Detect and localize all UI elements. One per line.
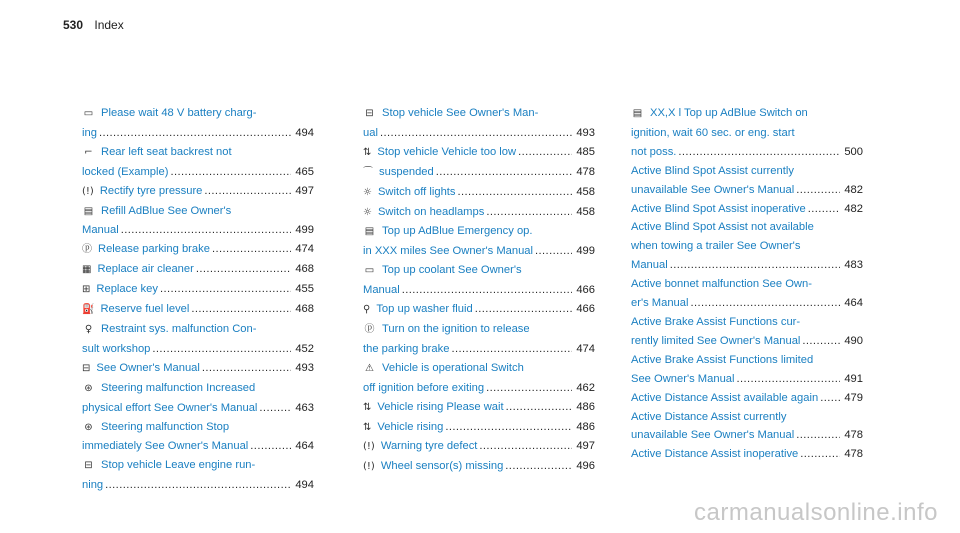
index-entry[interactable] [363,163,595,183]
index-entry-text[interactable]: Active Blind Spot Assist inoperative [631,202,806,215]
dot-leader [670,256,841,275]
index-entry-line [363,203,595,223]
index-entry-line [82,124,314,143]
dot-leader [196,260,291,279]
index-entry-text[interactable]: Active Distance Assist available again [631,391,819,404]
dot-leader [800,445,840,464]
page-reference[interactable]: 474 [576,342,595,355]
page-reference[interactable]: 494 [295,479,314,492]
index-entry-line [82,399,314,418]
index-entry[interactable] [82,143,314,182]
page-reference[interactable]: 464 [844,297,863,310]
index-entry-line [631,104,863,124]
dot-leader [486,379,572,398]
index-entry-text[interactable]: Warning tyre defect [380,440,478,453]
adblue-icon: ▤ [364,226,375,238]
index-entry-text[interactable]: Active bonnet malfunction See Own- [631,278,812,291]
parking-brake-icon: ⓟ [364,323,375,335]
light-icon: ☼ [363,186,372,198]
page-reference[interactable]: 462 [576,381,595,394]
fuel-icon: ⛽ [82,304,95,316]
index-entry-text[interactable]: Restraint sys. malfunction Con- [101,322,257,335]
index-entry-line [363,104,595,124]
index-entry-text[interactable]: Vehicle is operational Switch [382,361,524,374]
tyre-pressure-icon: (!) [82,185,94,197]
index-entry-line [82,240,314,260]
index-entry[interactable] [631,104,863,162]
page-reference[interactable]: 463 [295,401,314,414]
index-entry-line [631,332,863,351]
dot-leader [796,426,840,445]
index-entry-line [631,294,863,313]
index-entry[interactable] [82,359,314,379]
manual-icon: ⊟ [365,108,374,119]
index-entry-line [631,162,863,181]
page-reference[interactable]: 458 [576,185,595,198]
key-icon: ⊞ [82,284,91,296]
index-entry[interactable] [82,379,314,418]
index-entry-line [631,313,863,332]
index-entry[interactable] [82,280,314,300]
index-entry-line [82,104,314,124]
index-entry-line [82,456,314,476]
dot-leader [445,418,572,437]
index-entry-text[interactable]: Vehicle rising Please wait [377,400,504,413]
page-reference[interactable]: 465 [295,165,314,178]
index-entry-text[interactable]: Rear left seat backrest not [101,145,232,158]
index-entry-line [363,418,595,438]
index-entry[interactable] [82,456,314,495]
index-entry-line [82,320,314,340]
page-reference[interactable]: 486 [576,420,595,433]
index-entry[interactable] [363,418,595,438]
index-entry-text[interactable]: Refill AdBlue See Owner's [101,204,232,217]
index-entry-text[interactable]: Stop vehicle Vehicle too low [377,145,517,158]
dot-leader [486,203,572,222]
index-entry-line [363,222,595,242]
page-reference[interactable]: 466 [576,303,595,316]
dot-leader [737,370,841,389]
light-icon: ☼ [363,206,372,218]
index-entry-line [82,260,314,280]
steering-icon: ⊛ [84,421,93,433]
page-reference[interactable]: 499 [576,245,595,258]
air-filter-icon: ▦ [82,264,92,276]
index-entry-line [363,359,595,379]
index-entry[interactable] [363,261,595,300]
dot-leader [505,457,572,476]
index-entry-text[interactable]: Replace key [96,283,158,296]
index-entry-line [631,218,863,237]
index-entry-line [363,320,595,340]
page-header [63,18,124,32]
index-entry-text[interactable]: Rectify tyre pressure [99,184,203,197]
page-reference[interactable]: 500 [844,145,863,158]
index-entry[interactable] [363,437,595,457]
index-entry[interactable] [82,418,314,457]
index-entry-line [363,398,595,418]
index-entry[interactable] [82,104,314,143]
dot-leader [105,476,291,495]
index-entry-text[interactable]: off ignition before exiting [363,381,485,394]
index-entry-text[interactable]: Vehicle rising [377,420,444,433]
page-reference[interactable]: 458 [576,205,595,218]
index-entry-line [363,379,595,398]
index-entry-text[interactable]: ual [363,126,378,139]
index-entry-line [631,351,863,370]
index-entry-text[interactable]: Top up AdBlue Emergency op. [382,225,533,238]
index-entry-line [631,143,863,162]
vehicle-level-icon: ⇅ [363,146,372,158]
index-entry-line [363,300,595,320]
page-reference[interactable]: 466 [576,284,595,297]
page-reference[interactable]: 499 [295,224,314,237]
index-entry-text[interactable]: ignition, wait 60 sec. or eng. start [631,126,795,139]
index-entry-text[interactable]: XX,X l Top up AdBlue Switch on [650,107,808,119]
page-reference[interactable]: 468 [295,303,314,316]
index-entry-text[interactable]: Manual [363,284,400,297]
index-entry-line [363,437,595,457]
index-entry-text[interactable]: not poss. [631,145,677,158]
index-entry[interactable] [631,275,863,313]
page-reference[interactable]: 478 [576,165,595,178]
page-reference[interactable]: 483 [844,259,863,272]
watermark: carmanualsonline.info [694,499,938,526]
page-reference[interactable]: 486 [576,400,595,413]
index-entry-line [631,200,863,219]
dot-leader [802,332,840,351]
index-entry-text[interactable]: Top up washer fluid [376,303,473,316]
dot-leader [121,221,292,240]
index-entry[interactable] [631,408,863,446]
page-reference[interactable]: 478 [844,448,863,461]
vehicle-level-icon: ⇅ [363,401,372,413]
tyre-pressure-icon: (!) [363,461,375,473]
page-reference[interactable]: 497 [576,440,595,453]
tyre-pressure-icon: (!) [363,441,375,453]
index-entry-text[interactable]: Active Distance Assist inoperative [631,448,799,461]
index-entry-line [631,275,863,294]
dot-leader [451,340,572,359]
dot-leader [518,143,572,162]
index-entry-line [82,143,314,163]
index-entry[interactable] [631,218,863,275]
index-entry-line [363,242,595,261]
index-entry[interactable] [82,240,314,260]
index-entry[interactable] [631,162,863,200]
seat-icon: ⌐ [84,146,93,158]
page-reference[interactable]: 455 [295,283,314,296]
index-entry-line [82,221,314,240]
dot-leader [458,183,573,202]
index-entry-text[interactable]: Replace air cleaner [97,263,194,276]
page-reference[interactable]: 491 [844,372,863,385]
index-entry-text[interactable]: Top up coolant See Owner's [382,264,522,277]
page-reference[interactable]: 494 [295,126,314,139]
index-entry-text[interactable]: er's Manual [631,297,689,310]
index-entry-text[interactable]: ing [82,126,97,139]
index-entry-line [82,476,314,495]
dot-leader [99,124,291,143]
dot-leader [160,280,291,299]
index-entry-line [82,300,314,320]
index-entry-text[interactable]: unavailable See Owner's Manual [631,183,795,196]
steering-icon: ⊛ [84,382,93,394]
index-entry-text[interactable]: Stop vehicle Leave engine run- [101,459,256,472]
dot-leader [204,182,291,201]
page-reference[interactable]: 490 [844,334,863,347]
page-number: 530 [63,18,84,32]
index-entry-line [631,181,863,200]
page-reference[interactable]: 493 [295,361,314,374]
index-entry-text[interactable]: See Owner's Manual [631,372,735,385]
suspension-icon: ⌒ [363,166,373,178]
dot-leader [191,300,291,319]
index-entry-text[interactable]: in XXX miles See Owner's Manual [363,245,534,258]
index-entry[interactable] [82,260,314,280]
page-reference[interactable]: 482 [844,183,863,196]
index-entry[interactable] [363,457,595,477]
vehicle-level-icon: ⇅ [363,421,372,433]
index-entry-text[interactable]: Steering malfunction Stop [101,420,230,433]
page-reference[interactable]: 452 [295,342,314,355]
dot-leader [535,242,572,261]
index-entry-line [82,418,314,438]
dot-leader [808,200,841,219]
index-entry-text[interactable]: Turn on the ignition to release [382,322,530,335]
index-entry[interactable] [82,320,314,359]
dot-leader [202,359,291,378]
index-entry-text[interactable]: locked (Example) [82,165,169,178]
index-entry[interactable] [631,351,863,389]
index-entry[interactable] [631,445,863,464]
index-entry-text[interactable]: Switch off lights [377,185,456,198]
index-entry-text[interactable]: Active Distance Assist currently [631,410,787,423]
index-entry-text[interactable]: physical effort See Owner's Manual [82,401,258,414]
index-entry[interactable] [363,104,595,143]
battery-icon: ▭ [83,108,94,119]
adblue-icon: ▤ [632,108,643,119]
manual-icon: ⊟ [84,460,93,472]
dot-leader [436,163,573,182]
index-entry-text[interactable]: Wheel sensor(s) missing [380,460,504,473]
dot-leader [820,389,840,408]
index-entry-line [82,340,314,359]
index-entry-line [82,379,314,399]
page-reference[interactable]: 464 [295,440,314,453]
dot-leader [259,399,291,418]
index-column-1 [82,104,314,495]
index-entry[interactable] [82,202,314,241]
index-entry[interactable] [363,359,595,398]
index-entry-text[interactable]: Manual [631,259,668,272]
index-entry[interactable] [363,222,595,261]
index-entry-line [631,426,863,445]
index-entry-text[interactable]: when towing a trailer See Owner's [631,240,801,253]
page-reference[interactable]: 468 [295,263,314,276]
page-reference[interactable]: 485 [576,145,595,158]
index-entry-line [631,408,863,427]
page-title: Index [94,18,124,32]
index-entry[interactable] [363,300,595,320]
index-entry-text[interactable]: Manual [82,224,119,237]
index-column-3 [631,104,863,464]
dot-leader [402,281,573,300]
index-entry-line [363,340,595,359]
page-reference[interactable]: 497 [295,184,314,197]
page-reference[interactable]: 496 [576,460,595,473]
index-entry-line [82,280,314,300]
index-entry-line [631,124,863,143]
washer-fluid-icon: ⚲ [363,304,371,316]
index-entry-text[interactable]: sult workshop [82,342,151,355]
index-entry-line [363,124,595,143]
dot-leader [796,181,840,200]
page-reference[interactable]: 479 [844,391,863,404]
adblue-icon: ▤ [83,205,94,217]
index-entry-text[interactable]: unavailable See Owner's Manual [631,429,795,442]
index-entry-text[interactable]: See Owner's Manual [96,361,200,374]
index-entry-text[interactable]: ning [82,479,104,492]
dot-leader [690,294,840,313]
dot-leader [678,143,840,162]
warning-icon: ⚠ [365,362,374,374]
index-entry-line [82,437,314,456]
index-entry-line [363,457,595,477]
dot-leader [380,124,572,143]
index-entry-line [82,182,314,202]
index-entry-text[interactable]: Active Blind Spot Assist not available [631,221,814,234]
index-entry-line [82,163,314,182]
index-entry-text[interactable]: immediately See Owner's Manual [82,440,249,453]
index-entry[interactable] [631,313,863,351]
index-entry-line [363,281,595,300]
index-entry-text[interactable]: Switch on headlamps [377,205,485,218]
manual-icon: ⊟ [82,362,91,374]
index-entry-text[interactable]: Reserve fuel level [100,303,190,316]
index-entry-text[interactable]: Please wait 48 V battery charg- [101,107,257,119]
dot-leader [479,437,572,456]
restraint-icon: ♀ [84,323,93,335]
index-entry[interactable] [363,398,595,418]
page-reference[interactable]: 482 [844,202,863,215]
index-entry-line [363,163,595,183]
index-column-2 [363,104,595,477]
index-entry[interactable] [363,203,595,223]
coolant-icon: ▭ [364,265,375,277]
dot-leader [475,300,573,319]
index-entry-text[interactable]: rently limited See Owner's Manual [631,334,801,347]
index-entry-line [82,359,314,379]
index-entry[interactable] [363,143,595,163]
parking-brake-icon: ⓟ [82,244,92,256]
dot-leader [212,240,291,259]
index-entry-line [631,237,863,256]
index-entry-text[interactable]: Release parking brake [98,243,210,256]
index-entry[interactable] [82,182,314,202]
index-entry-text[interactable]: Stop vehicle See Owner's Man- [382,107,539,119]
index-entry-text[interactable]: the parking brake [363,342,450,355]
index-entry[interactable] [631,389,863,408]
index-entry-text[interactable]: Active Brake Assist Functions cur- [631,315,801,328]
index-entry-text[interactable]: Active Blind Spot Assist currently [631,164,794,177]
index-entry-line [82,202,314,222]
index-entry-line [631,445,863,464]
index-entry-line [631,370,863,389]
index-entry[interactable] [363,320,595,359]
index-entry-line [363,261,595,281]
index-entry-text[interactable]: suspended [379,165,434,178]
index-entry-line [363,183,595,203]
index-entry-text[interactable]: Steering malfunction Increased [101,381,256,394]
index-entry[interactable] [363,183,595,203]
page-reference[interactable]: 474 [295,243,314,256]
page-reference[interactable]: 493 [576,126,595,139]
index-entry-line [363,143,595,163]
index-entry-text[interactable]: Active Brake Assist Functions limited [631,353,814,366]
index-entry[interactable] [631,200,863,219]
index-entry-line [631,389,863,408]
index-entry[interactable] [82,300,314,320]
index-entry-line [631,256,863,275]
page-reference[interactable]: 478 [844,429,863,442]
dot-leader [170,163,291,182]
dot-leader [152,340,291,359]
dot-leader [250,437,291,456]
dot-leader [506,398,573,417]
